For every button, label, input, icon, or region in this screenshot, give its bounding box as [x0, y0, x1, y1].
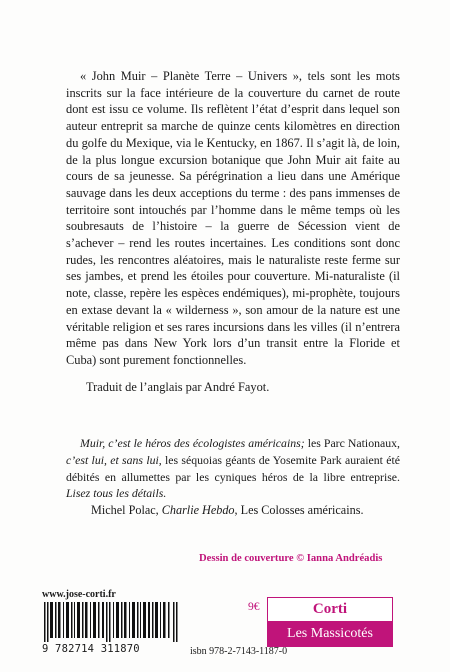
press-quote: [66, 435, 400, 502]
quote-part-3: c’est lui, et sans lui,: [66, 452, 162, 467]
publisher-logo: [267, 597, 393, 647]
cover-credit: Dessin de couverture © Ianna Andréadis: [199, 553, 383, 564]
quote-author-publication: Charlie Hebdo: [161, 503, 235, 517]
barcode-number: 9 782714 311870: [42, 643, 140, 655]
quote-author-article: , Les Colosses américains.: [234, 503, 364, 517]
press-quote-text: [66, 435, 400, 502]
collection-name: Les Massicotés: [268, 621, 392, 646]
quote-author-name: Michel Polac,: [91, 503, 162, 517]
translator-note: Traduit de l’anglais par André Fayot.: [86, 380, 270, 394]
isbn-number: isbn 978-2-7143-1187-0: [190, 646, 288, 657]
quote-part-1: Muir, c’est le héros des écologistes américains;: [80, 436, 305, 450]
publisher-name: Corti: [268, 598, 392, 621]
quote-part-5: Lisez tous les détails.: [66, 486, 167, 501]
quote-part-2: les Parc Nationaux,: [304, 436, 400, 450]
barcode-icon: [42, 602, 180, 642]
publisher-website: www.jose-corti.fr: [42, 589, 116, 600]
quote-attribution: [91, 502, 364, 518]
price: 9€: [248, 601, 260, 613]
summary-paragraph: « John Muir – Planète Terre – Univers », tels sont les mots inscrits sur la face intérieure de la couverture du carnet de route dont est issu ce volume. Ils reflètent l’état d’esprit dans lequel son auteur entreprit sa marche de quinze cents kilomètres en direction du golfe du Mexique, via le Kentucky, en 1867. Il s’agit là, de loin, de la plus longue excursion botanique que John Muir ait faite au cours de sa jeunesse. Sa pérégrination a lieu dans une Amérique sauvage dans les deux acceptions du terme : des pans immenses de territoire sont intouchés par l’homme dans le même temps où les soubresauts de l’histoire – la guerre de Sécession vient de s’achever – rend les routes incertaines. Les conditions sont donc rudes, les rencontres aléatoires, mais le naturaliste reste ferme sur ses jambes, et prend les étoiles pour couverture. Mi-naturaliste (il note, classe, repère les espèces endémiques), mi-prophète, toujours en extase devant la « wilderness », son amour de la nature est une véritable religion et ses rares incursions dans les villes (il n’entrera même pas dans New York lors d’un transit entre la Floride et Cuba) sont purement fonctionnelles.: [66, 69, 400, 367]
book-summary: [66, 68, 400, 369]
quote-part-4: les séquoias géants de Yosemite Park auraient été débités en allumettes par les cyniques héros de la libre entreprise.: [66, 452, 400, 484]
